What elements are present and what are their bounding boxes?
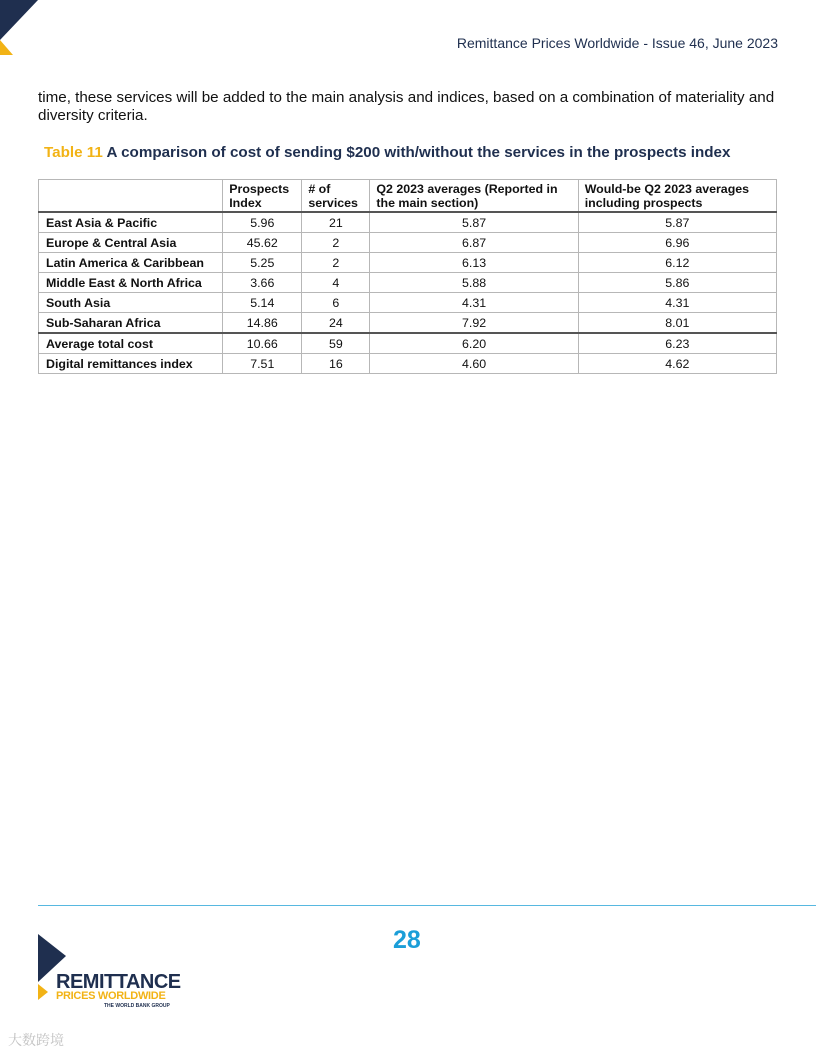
- would-be-cell: 6.12: [578, 253, 776, 273]
- would-be-cell: 5.87: [578, 212, 776, 233]
- q2-average-cell: 6.20: [370, 333, 578, 354]
- table-caption-number: Table 11: [44, 144, 103, 161]
- prospects-cell: 3.66: [223, 273, 302, 293]
- services-cell: 4: [302, 273, 370, 293]
- services-cell: 24: [302, 313, 370, 334]
- summary-row: [39, 333, 777, 354]
- table-row: [39, 313, 777, 334]
- table-row: [39, 233, 777, 253]
- region-cell: Europe & Central Asia: [39, 233, 223, 253]
- running-header: Remittance Prices Worldwide - Issue 46, June 2023: [456, 35, 778, 51]
- prospects-cell: 14.86: [223, 313, 302, 334]
- q2-average-cell: 4.60: [370, 354, 578, 374]
- column-header: Prospects Index: [223, 180, 302, 213]
- services-cell: 21: [302, 212, 370, 233]
- column-header: Would-be Q2 2023 averages including prospects: [578, 180, 776, 213]
- page-number: 28: [393, 926, 421, 954]
- region-cell: Sub-Saharan Africa: [39, 313, 223, 334]
- watermark: 大数跨境: [8, 1032, 64, 1048]
- table-caption-title: A comparison of cost of sending $200 with/without the services in the prospects index: [106, 144, 731, 161]
- column-header: # of services: [302, 180, 370, 213]
- prospects-cell: 5.25: [223, 253, 302, 273]
- summary-row: [39, 354, 777, 374]
- q2-average-cell: 4.31: [370, 293, 578, 313]
- region-cell: South Asia: [39, 293, 223, 313]
- q2-average-cell: 6.13: [370, 253, 578, 273]
- logo-text-remittance: REMITTANCE: [56, 971, 181, 993]
- table-header-row: [39, 180, 777, 213]
- region-cell: Middle East & North Africa: [39, 273, 223, 293]
- services-cell: 2: [302, 233, 370, 253]
- column-header: Q2 2023 averages (Reported in the main section): [370, 180, 578, 213]
- table-row: [39, 253, 777, 273]
- would-be-cell: 8.01: [578, 313, 776, 334]
- prospects-cell: 45.62: [223, 233, 302, 253]
- prospects-cell: 5.96: [223, 212, 302, 233]
- would-be-cell: 6.23: [578, 333, 776, 354]
- footer-divider: [38, 905, 816, 906]
- region-cell: Average total cost: [39, 333, 223, 354]
- q2-average-cell: 5.87: [370, 212, 578, 233]
- prospects-cell: 10.66: [223, 333, 302, 354]
- would-be-cell: 5.86: [578, 273, 776, 293]
- column-header: [39, 180, 223, 213]
- table-row: [39, 212, 777, 233]
- prospects-cell: 5.14: [223, 293, 302, 313]
- q2-average-cell: 5.88: [370, 273, 578, 293]
- body-paragraph: time, these services will be added to the main analysis and indices, based on a combination of materiality and diversity criteria.: [38, 89, 775, 124]
- table-row: [39, 293, 777, 313]
- logo-text-prices-worldwide: PRICES WORLDWIDE: [56, 990, 166, 1002]
- services-cell: 16: [302, 354, 370, 374]
- region-cell: East Asia & Pacific: [39, 212, 223, 233]
- q2-average-cell: 7.92: [370, 313, 578, 334]
- corner-logo-mark: [0, 0, 40, 60]
- remittance-prices-logo: [36, 934, 181, 1014]
- services-cell: 59: [302, 333, 370, 354]
- services-cell: 6: [302, 293, 370, 313]
- comparison-table: [38, 179, 777, 374]
- region-cell: Digital remittances index: [39, 354, 223, 374]
- would-be-cell: 4.62: [578, 354, 776, 374]
- table-row: [39, 273, 777, 293]
- prospects-cell: 7.51: [223, 354, 302, 374]
- region-cell: Latin America & Caribbean: [39, 253, 223, 273]
- table-caption: [44, 144, 730, 161]
- services-cell: 2: [302, 253, 370, 273]
- q2-average-cell: 6.87: [370, 233, 578, 253]
- would-be-cell: 4.31: [578, 293, 776, 313]
- logo-text-world-bank: THE WORLD BANK GROUP: [104, 1003, 170, 1009]
- would-be-cell: 6.96: [578, 233, 776, 253]
